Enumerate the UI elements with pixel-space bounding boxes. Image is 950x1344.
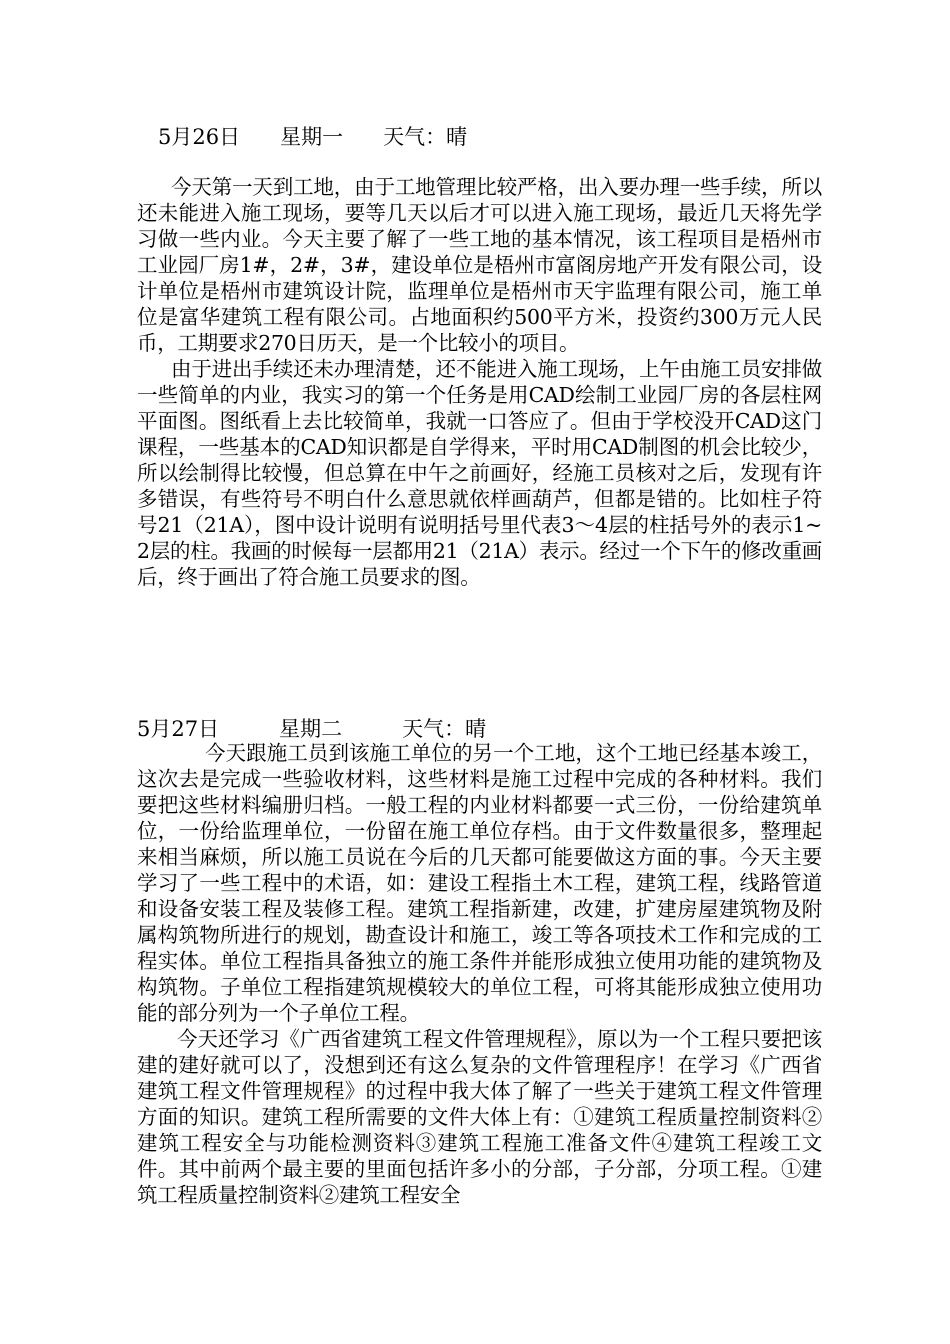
entry-weekday: 星期一 — [280, 125, 344, 149]
entry-header-may-27 — [137, 716, 486, 742]
entry-body-may-26 — [137, 174, 822, 590]
paragraph: 今天第一天到工地，由于工地管理比较严格，出入要办理一些手续，所以还未能进入施工现场，要等几天以后才可以进入施工现场，最近几天将先学习做一些内业。今天主要了解了一些工地的基本情况，该工程项目是梧州市工业园厂房1#，2#，3#，建设单位是梧州市富阁房地产开发有限公司，设计单位是梧州市建筑设计院，监理单位是梧州市天宇监理有限公司，施工单位是富华建筑工程有限公司。占地面积约500平方米，投资约300万元人民币，工期要求270日历天，是一个比较小的项目。 — [137, 175, 822, 355]
entry-date: 5月26日 — [158, 125, 241, 149]
entry-header-may-26 — [158, 124, 467, 150]
entry-weather: 天气：晴 — [383, 125, 468, 149]
entry-body-may-27 — [137, 740, 822, 1208]
paragraph: 由于进出手续还未办理清楚，还不能进入施工现场，上午由施工员安排做一些简单的内业，我实习的第一个任务是用CAD绘制工业园厂房的各层柱网平面图。图纸看上去比较简单，我就一口答应了。但由于学校没开CAD这门课程，一些基本的CAD知识都是自学得来，平时用CAD制图的机会比较少，所以绘制得比较慢，但总算在中午之前画好，经施工员核对之后，发现有许多错误，有些符号不明白什么意思就依样画葫芦，但都是错的。比如柱子符号21（21A），图中设计说明有说明括号里代表3～4层的柱括号外的表示1~2层的柱。我画的时候每一层都用21（21A）表示。经过一个下午的修改重画后，终于画出了符合施工员要求的图。 — [137, 357, 822, 589]
paragraph: 今天跟施工员到该施工单位的另一个工地，这个工地已经基本竣工，这次去是完成一些验收材料，这些材料是施工过程中完成的各种材料。我们要把这些材料编册归档。一般工程的内业材料都要一式三份，一份给建筑单位，一份给监理单位，一份留在施工单位存档。由于文件数量很多，整理起来相当麻烦，所以施工员说在今后的几天都可能要做这方面的事。今天主要学习了一些工程中的术语，如：建设工程指土木工程，建筑工程，线路管道和设备安装工程及装修工程。建筑工程指新建，改建，扩建房屋建筑物及附属构筑物所进行的规划，勘查设计和施工，竣工等各项技术工作和完成的工程实体。单位工程指具备独立的施工条件并能形成独立使用功能的建筑物及构筑物。子单位工程指建筑规模较大的单位工程，可将其能形成独立使用功能的部分列为一个子单位工程。 — [137, 741, 822, 1025]
entry-date: 5月27日 — [137, 717, 220, 741]
entry-weather: 天气：晴 — [402, 717, 487, 741]
entry-weekday: 星期二 — [279, 717, 343, 741]
paragraph: 今天还学习《广西省建筑工程文件管理规程》，原以为一个工程只要把该建的建好就可以了，没想到还有这么复杂的文件管理程序！在学习《广西省建筑工程文件管理规程》的过程中我大体了解了一些关于建筑工程文件管理方面的知识。建筑工程所需要的文件大体上有：①建筑工程质量控制资料②建筑工程安全与功能检测资料③建筑工程施工准备文件④建筑工程竣工文件。其中前两个最主要的里面包括许多小的分部，子分部，分项工程。①建筑工程质量控制资料②建筑工程安全 — [137, 1027, 822, 1207]
